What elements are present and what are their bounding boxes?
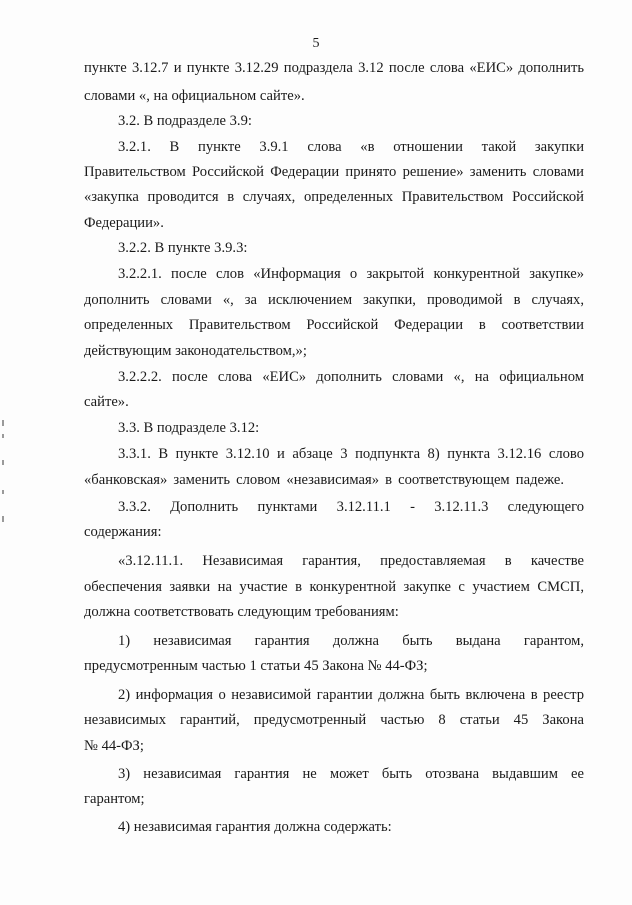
text-line: независимых гарантий, предусмотренный частью 8 статьи 45 Закона xyxy=(84,712,584,728)
list-item: 4) независимая гарантия должна содержать: xyxy=(118,819,392,835)
text-line: должна соответствовать следующим требованиям: xyxy=(84,604,399,620)
text-line: Федерации». xyxy=(84,215,164,231)
text-line: гарантом; xyxy=(84,791,145,807)
text-line: сайте». xyxy=(84,394,129,410)
margin-scan-marks xyxy=(2,420,5,530)
text-line: «3.12.11.1. Независимая гарантия, предоставляемая в качестве xyxy=(118,553,584,569)
text-line: № 44-ФЗ; xyxy=(84,738,144,754)
text-line: 3.2.2.2. после слова «ЕИС» дополнить словами «, на официальном xyxy=(118,369,584,385)
text-line: пункте 3.12.7 и пункте 3.12.29 подраздела 3.12 после слова «ЕИС» дополнить xyxy=(84,60,584,76)
section-heading: 3.2. В подразделе 3.9: xyxy=(118,113,252,129)
text-line: 3.2.1. В пункте 3.9.1 слова «в отношении такой закупки xyxy=(118,139,584,155)
text-line: содержания: xyxy=(84,524,162,540)
text-line: словами «, на официальном сайте». xyxy=(84,88,305,104)
text-line: «банковская» заменить словом «независимая» в соответствующем падеже. xyxy=(84,472,564,488)
text-line: предусмотренным частью 1 статьи 45 Закона № 44-ФЗ; xyxy=(84,658,428,674)
text-line: обеспечения заявки на участие в конкурентной закупке с участием СМСП, xyxy=(84,579,584,595)
text-line: дополнить словами «, за исключением закупки, проводимой в случаях, xyxy=(84,292,584,308)
page-number: 5 xyxy=(312,36,320,51)
list-item: 3) независимая гарантия не может быть отозвана выдавшим ее xyxy=(118,766,584,782)
text-line: 3.3.2. Дополнить пунктами 3.12.11.1 - 3.12.11.3 следующего xyxy=(118,499,584,515)
text-line: 3.3.1. В пункте 3.12.10 и абзаце 3 подпункта 8) пункта 3.12.16 слово xyxy=(118,446,584,462)
text-line: действующим законодательством,»; xyxy=(84,343,307,359)
text-line: определенных Правительством Российской Федерации в соответствии xyxy=(84,317,584,333)
section-heading: 3.2.2. В пункте 3.9.3: xyxy=(118,240,248,256)
list-item: 2) информация о независимой гарантии должна быть включена в реестр xyxy=(118,687,584,703)
text-line: «закупка проводится в случаях, определенных Правительством Российской xyxy=(84,189,584,205)
text-line: Правительством Российской Федерации принято решение» заменить словами xyxy=(84,164,584,180)
section-heading: 3.3. В подразделе 3.12: xyxy=(118,420,260,436)
text-line: 3.2.2.1. после слов «Информация о закрытой конкурентной закупке» xyxy=(118,266,584,282)
list-item: 1) независимая гарантия должна быть выдана гарантом, xyxy=(118,633,584,649)
